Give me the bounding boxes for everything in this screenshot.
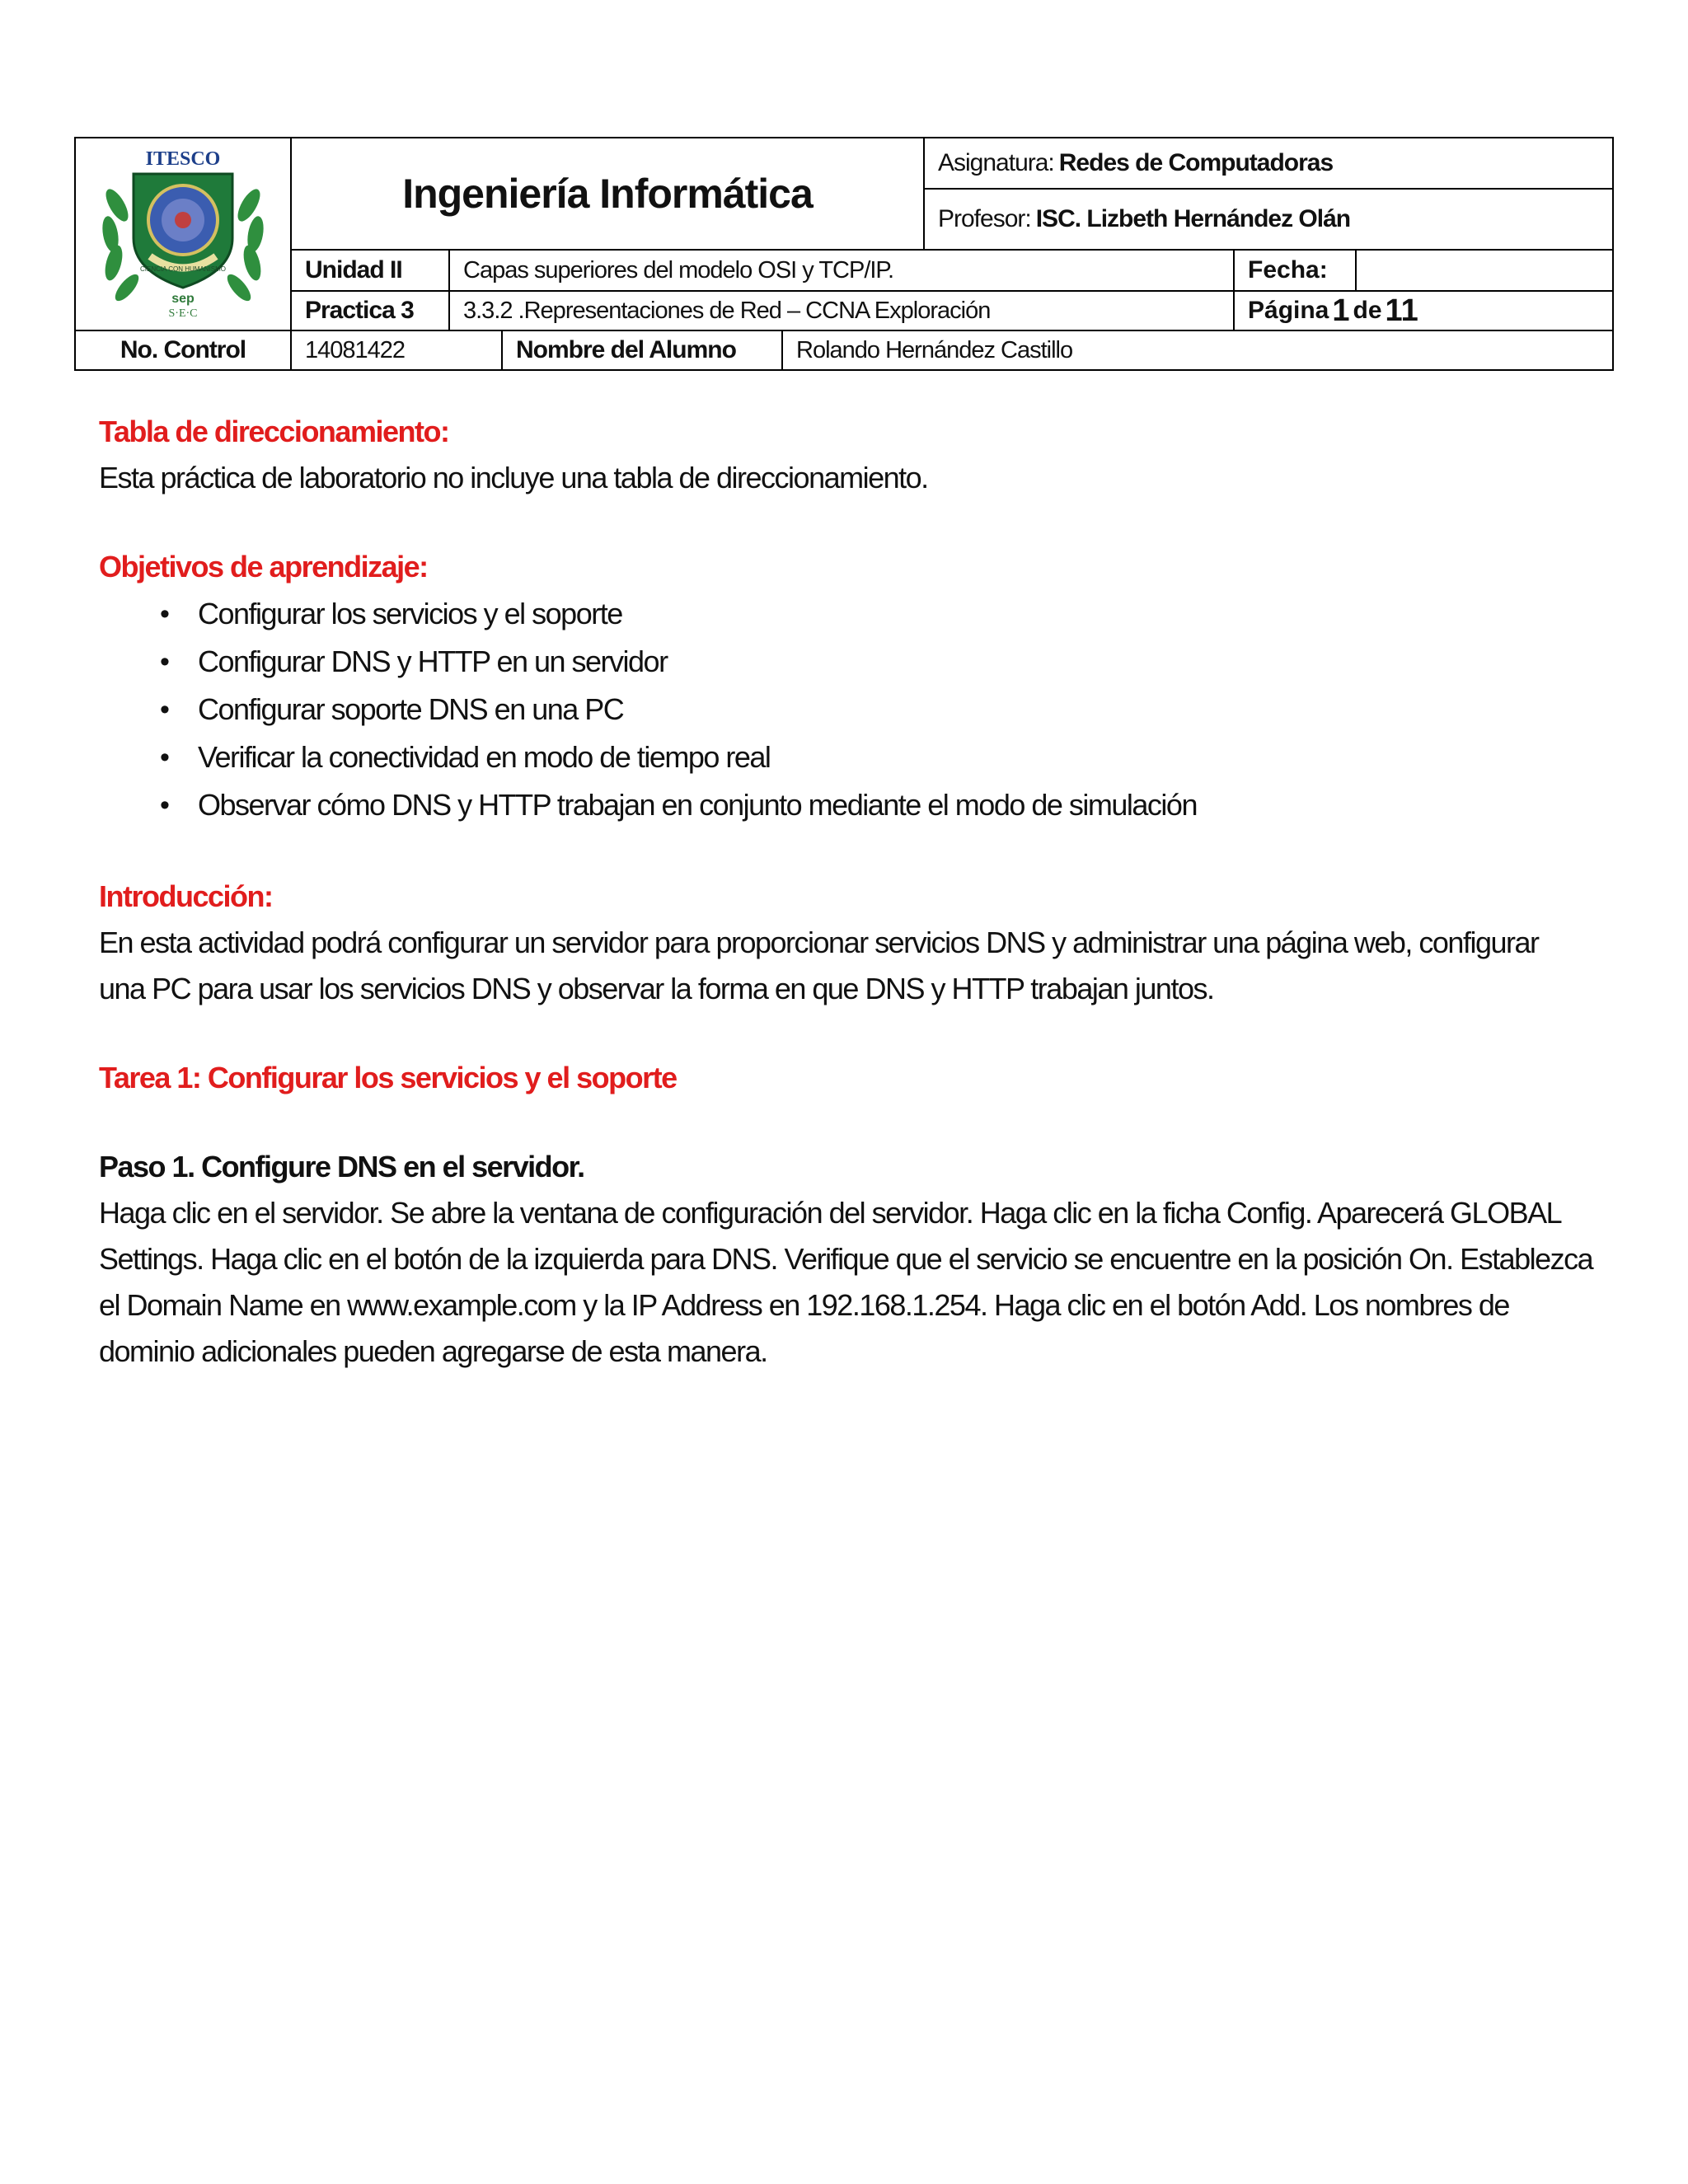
header-table (74, 137, 1614, 371)
paso-line-4: dominio adicionales pueden agregarse de esta manera. (99, 1334, 767, 1368)
unidad-label: Unidad II (290, 249, 450, 292)
logo-title: ITESCO (145, 148, 221, 170)
tarea-title: Tarea 1: Configurar los servicios y el soporte (99, 1061, 677, 1094)
tabla-title: Tabla de direccionamiento: (99, 415, 449, 448)
objetivos-list (99, 590, 1607, 829)
document-title: Ingeniería Informática (290, 137, 925, 251)
unidad-value: Capas superiores del modelo OSI y TCP/IP. (448, 249, 1235, 292)
logo-cell (74, 137, 292, 331)
asignatura-value: Redes de Computadoras (1058, 149, 1334, 176)
asignatura-label: Asignatura: (938, 149, 1054, 176)
fecha-label: Fecha: (1233, 249, 1357, 292)
pagina-de: de (1353, 297, 1382, 324)
paso-title: Paso 1. Configure DNS en el servidor. (99, 1150, 584, 1183)
list-item: • Configurar los servicios y el soporte (198, 590, 1607, 638)
logo-sec: S·E·C (168, 307, 198, 320)
profesor-value: ISC. Lizbeth Hernández Olán (1035, 205, 1351, 232)
pagina-label: Página (1248, 297, 1329, 324)
paso-line-3: el Domain Name en www.example.com y la IP Address en 192.168.1.254. Haga clic en el botón Add. Los nombres de (99, 1288, 1509, 1322)
practica-value: 3.3.2 .Representaciones de Red – CCNA Exploración (448, 290, 1235, 331)
document-body (99, 409, 1607, 1375)
list-item: • Observar cómo DNS y HTTP trabajan en conjunto mediante el modo de simulación (198, 781, 1607, 829)
itesco-logo (92, 148, 274, 321)
list-item: • Configurar DNS y HTTP en un servidor (198, 638, 1607, 686)
fecha-value (1355, 249, 1614, 292)
paso-line-2: Settings. Haga clic en el botón de la izquierda para DNS. Verifique que el servicio se encuentre en la posición On. Establezca (99, 1242, 1593, 1276)
intro-line-1: En esta actividad podrá configurar un servidor para proporcionar servicios DNS y administrar una página web, configurar (99, 926, 1539, 959)
tabla-text: Esta práctica de laboratorio no incluye una tabla de direccionamiento. (99, 461, 928, 494)
asignatura-cell (923, 137, 1614, 190)
logo-banner: CIENCIA CON HUMANISMO (139, 265, 227, 273)
pagina-current: 1 (1332, 293, 1350, 328)
profesor-label: Profesor: (938, 205, 1031, 232)
pagina-cell (1233, 290, 1614, 331)
control-label: No. Control (74, 330, 292, 371)
paso-line-1: Haga clic en el servidor. Se abre la ventana de configuración del servidor. Haga clic en la ficha Config. Aparecerá GLOBAL (99, 1196, 1562, 1230)
control-value: 14081422 (290, 330, 503, 371)
logo-sep: sep (171, 292, 195, 306)
pagina-total: 11 (1385, 293, 1418, 328)
list-item: • Verificar la conectividad en modo de tiempo real (198, 733, 1607, 781)
intro-title: Introducción: (99, 879, 273, 913)
list-item: • Configurar soporte DNS en una PC (198, 686, 1607, 733)
alumno-value: Rolando Hernández Castillo (781, 330, 1614, 371)
alumno-label: Nombre del Alumno (501, 330, 783, 371)
intro-line-2: una PC para usar los servicios DNS y observar la forma en que DNS y HTTP trabajan juntos. (99, 972, 1214, 1005)
objetivos-title: Objetivos de aprendizaje: (99, 550, 428, 583)
profesor-cell (923, 188, 1614, 251)
practica-label: Practica 3 (290, 290, 450, 331)
